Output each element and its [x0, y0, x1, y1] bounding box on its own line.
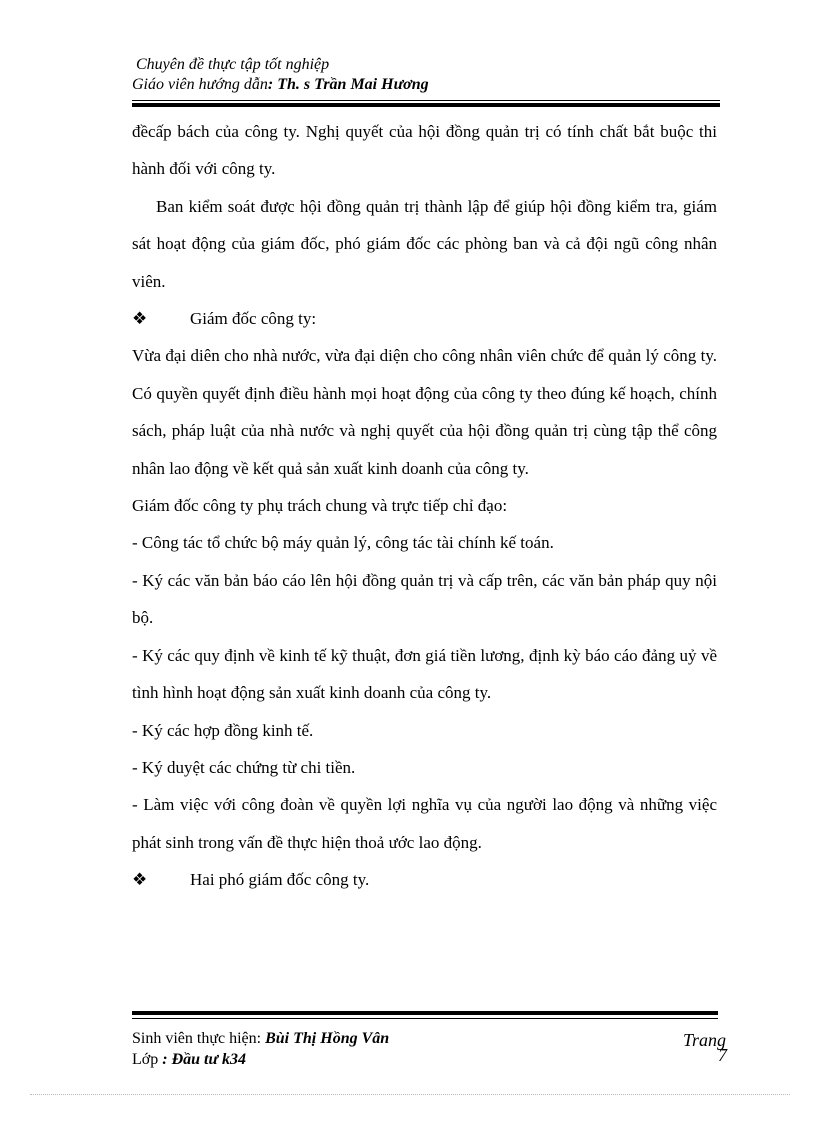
- class-label: Lớp: [132, 1051, 163, 1068]
- header-advisor: [132, 75, 722, 95]
- document-body: [132, 113, 717, 899]
- paragraph-1: đềcấp bách của công ty. Nghị quyết của hội đồng quản trị có tính chất bắt buộc thi hành đối với công ty.: [132, 122, 717, 179]
- header-rule-thick: [132, 103, 720, 107]
- paragraph-2: Ban kiểm soát được hội đồng quản trị thành lập để giúp hội đồng kiểm tra, giám sát hoạt động của giám đốc, phó giám đốc các phòng ban và cả đội ngũ công nhân viên.: [132, 196, 717, 291]
- advisor-label: Giáo viên hướng dẫn: [132, 76, 268, 93]
- bullet-director: [132, 300, 717, 337]
- student-name: Bùi Thị Hồng Vân: [265, 1030, 390, 1047]
- page-label: Trang: [683, 1030, 727, 1050]
- diamond-bullet-icon: ❖: [132, 870, 148, 890]
- list-item: - Ký các văn bản báo cáo lên hội đồng quản trị và cấp trên, các văn bản pháp quy nội bộ.: [132, 570, 717, 628]
- bullet-deputy-text: Hai phó giám đốc công ty.: [190, 870, 370, 890]
- paragraph-3: Vừa đại diên cho nhà nước, vừa đại diện cho công nhân viên chức để quản lý công ty. Có quyền quyết định điều hành mọi hoạt động của công ty theo đúng kế hoạch, chính sách, pháp luật của nhà nước và nghị quyết của hội đồng quản trị cùng tập thể công nhân lao động về kết quả sản xuất kinh doanh của công ty.: [132, 346, 717, 478]
- list-item: - Ký các quy định về kinh tế kỹ thuật, đơn giá tiền lương, định kỳ báo cáo đảng uỷ về tình hình hoạt động sản xuất kinh doanh của công ty.: [132, 645, 717, 703]
- bullet-deputy: [132, 861, 717, 898]
- diamond-bullet-icon: ❖: [132, 309, 148, 329]
- page-edge-divider: [30, 1094, 790, 1095]
- footer-rule-thick: [132, 1011, 718, 1015]
- list-item: - Ký duyệt các chứng từ chi tiền.: [132, 757, 356, 777]
- advisor-name: : Th. s Trần Mai Hương: [267, 76, 429, 93]
- page-number: 7: [718, 1045, 727, 1065]
- paragraph-4: Giám đốc công ty phụ trách chung và trực tiếp chỉ đạo:: [132, 496, 508, 516]
- page-header: [132, 55, 722, 95]
- header-rule-thin: [132, 100, 720, 101]
- list-item: - Ký các hợp đồng kinh tế.: [132, 720, 314, 740]
- bullet-director-text: Giám đốc công ty:: [190, 309, 317, 329]
- footer-rule-thin: [132, 1018, 718, 1019]
- footer-class: [132, 1049, 732, 1070]
- footer-student: [132, 1028, 732, 1049]
- student-label: Sinh viên thực hiện:: [132, 1030, 266, 1047]
- list-item: - Làm việc với công đoàn về quyền lợi nghĩa vụ của người lao động và những việc phát sinh trong vấn đề thực hiện thoả ước lao động.: [132, 795, 717, 852]
- class-name: : Đầu tư k34: [162, 1051, 247, 1068]
- list-item: - Công tác tổ chức bộ máy quản lý, công tác tài chính kế toán.: [132, 533, 554, 553]
- header-topic: Chuyên đề thực tập tốt nghiệp: [136, 56, 330, 73]
- page-footer: [132, 1028, 732, 1070]
